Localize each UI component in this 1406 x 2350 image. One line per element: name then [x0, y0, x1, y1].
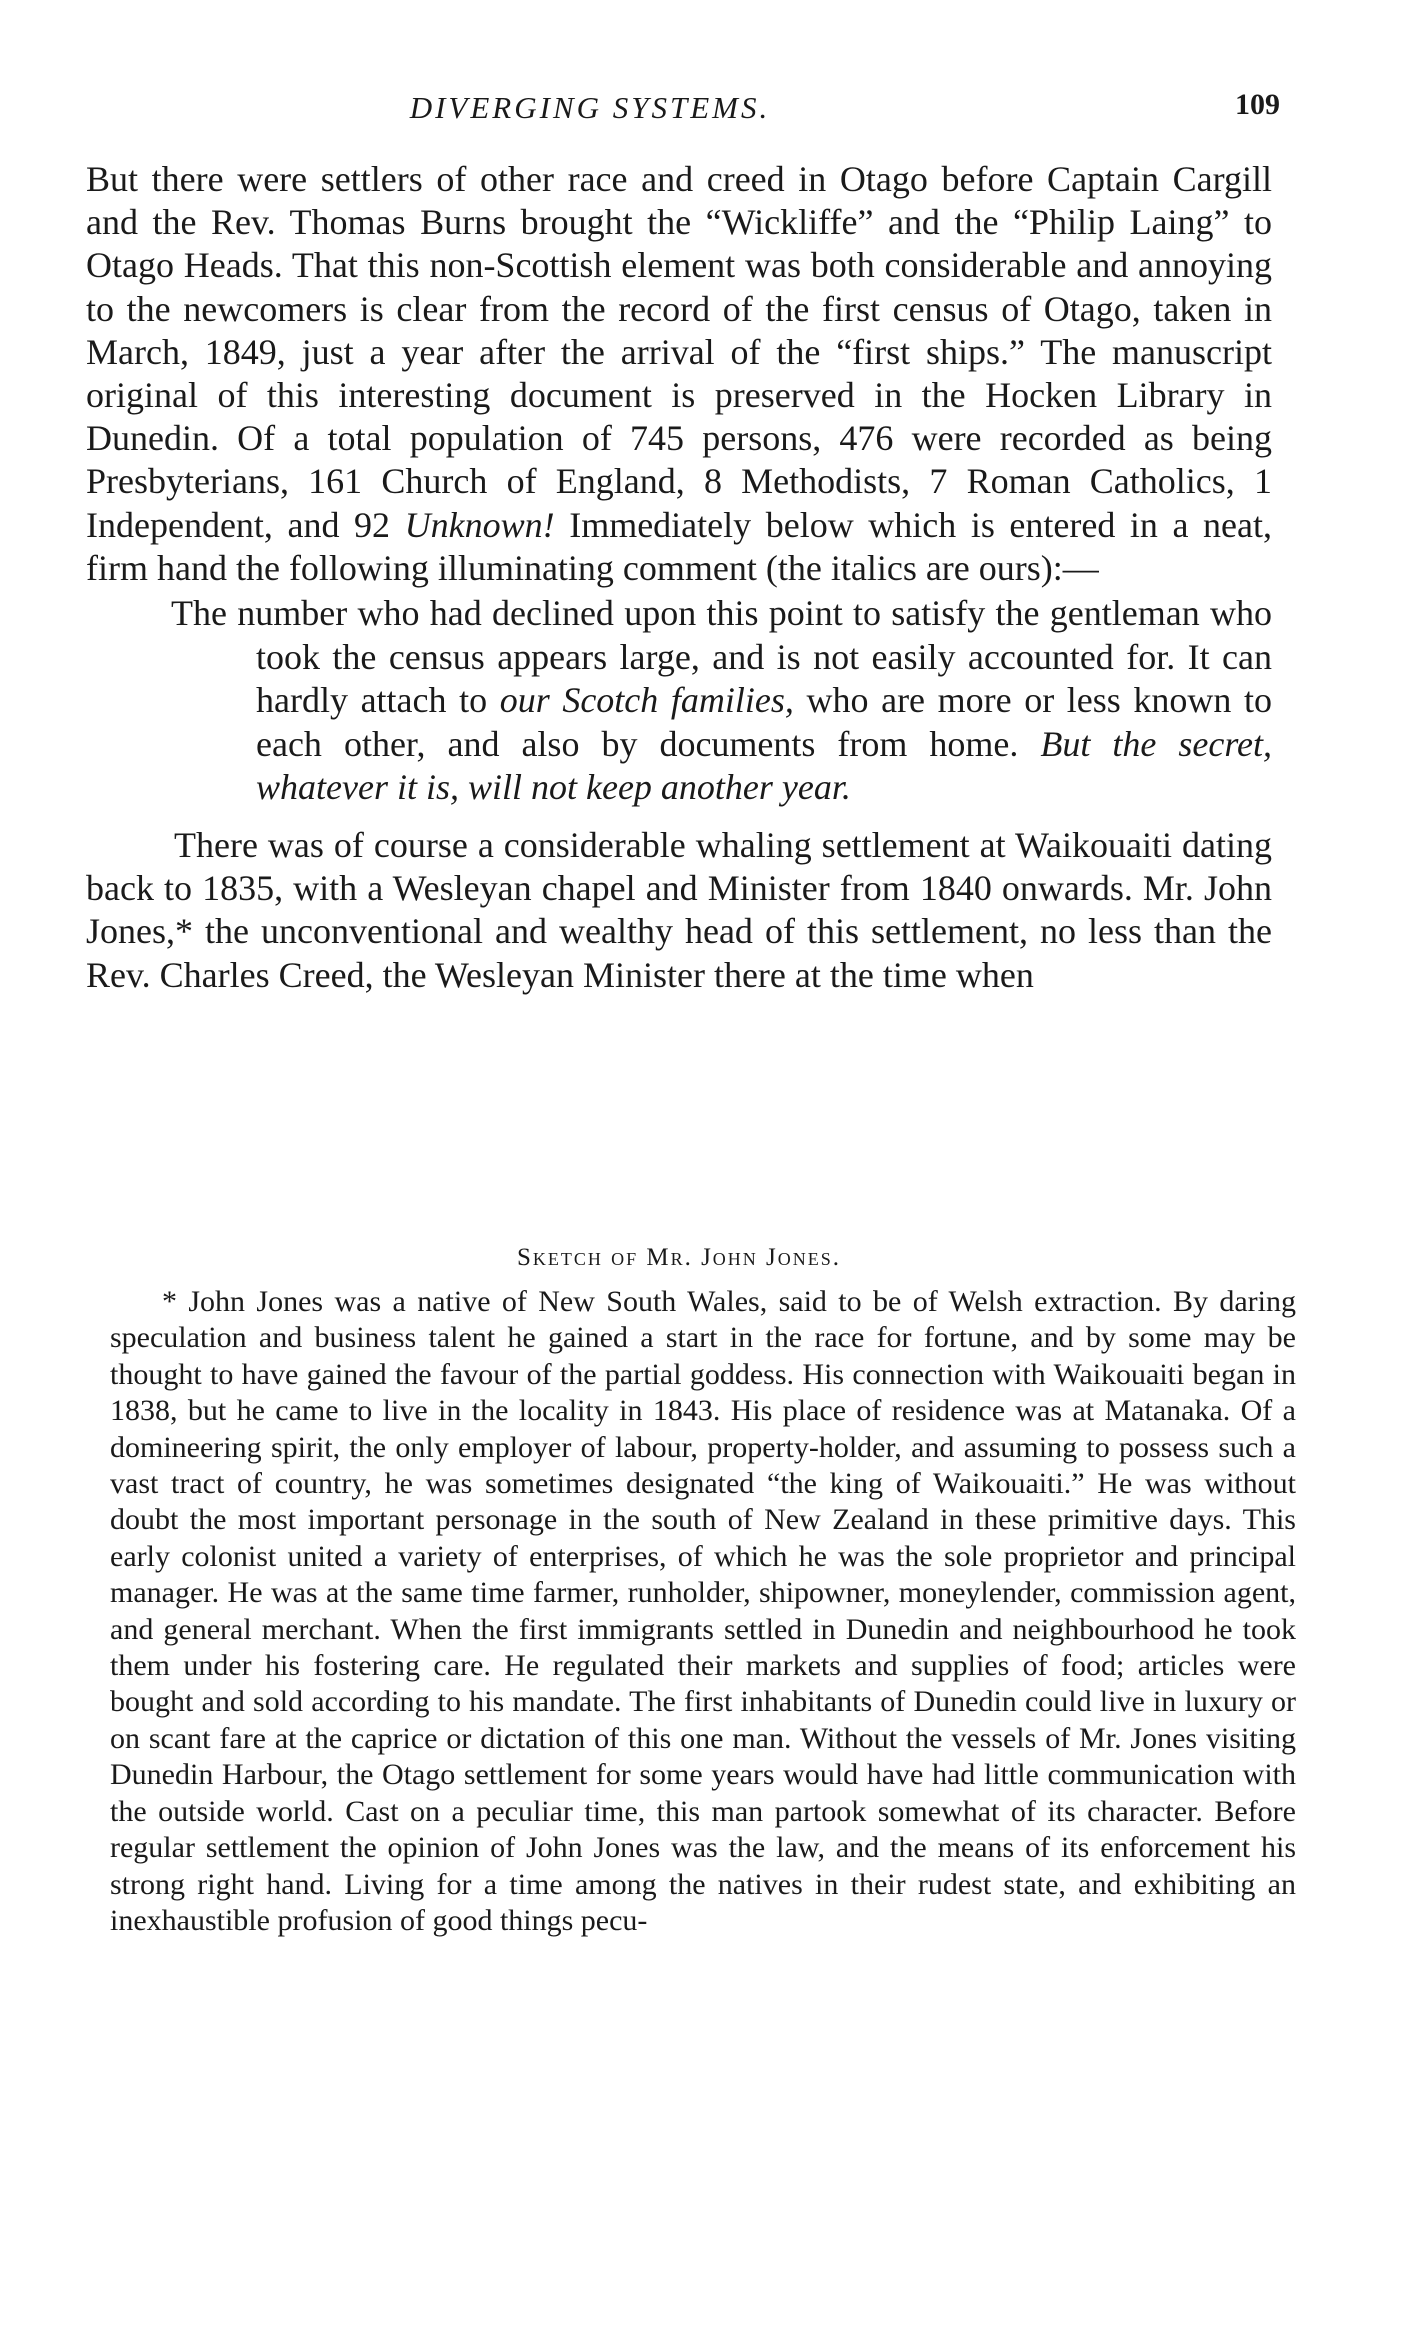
- paragraph-census: [86, 158, 1272, 590]
- block-quote-text-1: The number who had declined upon this point to satisfy the gentleman who took the census appears large, and is not easily accounted for. It can hardly attach to: [171, 593, 1272, 721]
- footnote-heading: Sketch of Mr. John Jones.: [516, 1244, 842, 1271]
- paragraph-whaling: There was of course a considerable whaling settlement at Waikouaiti dating back to 1835, with a Wesleyan chapel and Minister from 1840 onwards. Mr. John Jones,* the unconventional and wealthy head of this settlement, no less than the Rev. Charles Creed, the Wesleyan Minister there at the time when: [86, 825, 1272, 995]
- running-head: [90, 88, 1280, 128]
- block-quote: [86, 592, 1272, 810]
- paragraph-census-text-2: Immediately below which is entered in a neat, firm hand the following illuminating comment (the italics are ours):—: [86, 504, 1272, 588]
- footnote-text: * John Jones was a native of New South Wales, said to be of Welsh extraction. By daring speculation and business talent he gained a start in the race for fortune, and by some may be thought to have gained the favour of the partial goddess. His connection with Waikouaiti began in 1838, but he came to live in the locality in 1843. His place of residence was at Matanaka. Of a domineering spirit, the only employer of labour, property-holder, and assuming to possess such a vast tract of country, he was sometimes designated “the king of Waikouaiti.” He was without doubt the most important personage in the south of New Zealand in these primitive days. This early colonist united a variety of enterprises, of which he was the sole proprietor and principal manager. He was at the same time farmer, runholder, shipowner, moneylender, commission agent, and general merchant. When the first immigrants settled in Dunedin and neighbourhood he took them under his fostering care. He regulated their markets and supplies of food; articles were bought and sold according to his mandate. The first inhabitants of Dunedin could live in luxury or on scant fare at the caprice or dictation of this one man. Without the vessels of Mr. Jones visiting Dunedin Harbour, the Otago settlement for some years would have had little communication with the outside world. Cast on a peculiar time, this man partook somewhat of its character. Before regular settlement the opinion of John Jones was the law, and the means of its enforcement his strong right hand. Living for a time among the natives in their rudest state, and exhibiting an inexhaustible profusion of good things pecu-: [110, 1285, 1296, 1937]
- footnote: [110, 1284, 1296, 1939]
- block-quote-italic-2: But the secret, whatever it is, will not keep another year.: [256, 723, 1272, 808]
- page-number: 109: [1235, 88, 1280, 121]
- block-quote-text-2: who are more or less known to each other, and also by documents from home.: [256, 680, 1272, 764]
- paragraph-census-italic: Unknown!: [404, 504, 555, 545]
- main-text: [86, 158, 1272, 997]
- block-quote-italic-1: our Scotch families,: [499, 680, 794, 721]
- paragraph-census-text-1: But there were settlers of other race and creed in Otago before Captain Cargill and the Rev. Thomas Burns brought the “Wickliffe” and the “Philip Laing” to Otago Heads. That this non-Scottish element was both considerable and annoying to the newcomers is clear from the record of the first census of Otago, taken in March, 1849, just a year after the arrival of the “first ships.” The manuscript original of this interesting document is preserved in the Hocken Library in Dunedin. Of a total population of 745 persons, 476 were recorded as being Presbyterians, 161 Church of England, 8 Methodists, 7 Roman Catholics, 1 Independent, and 92: [86, 159, 1272, 545]
- running-title: DIVERGING SYSTEMS.: [409, 90, 771, 125]
